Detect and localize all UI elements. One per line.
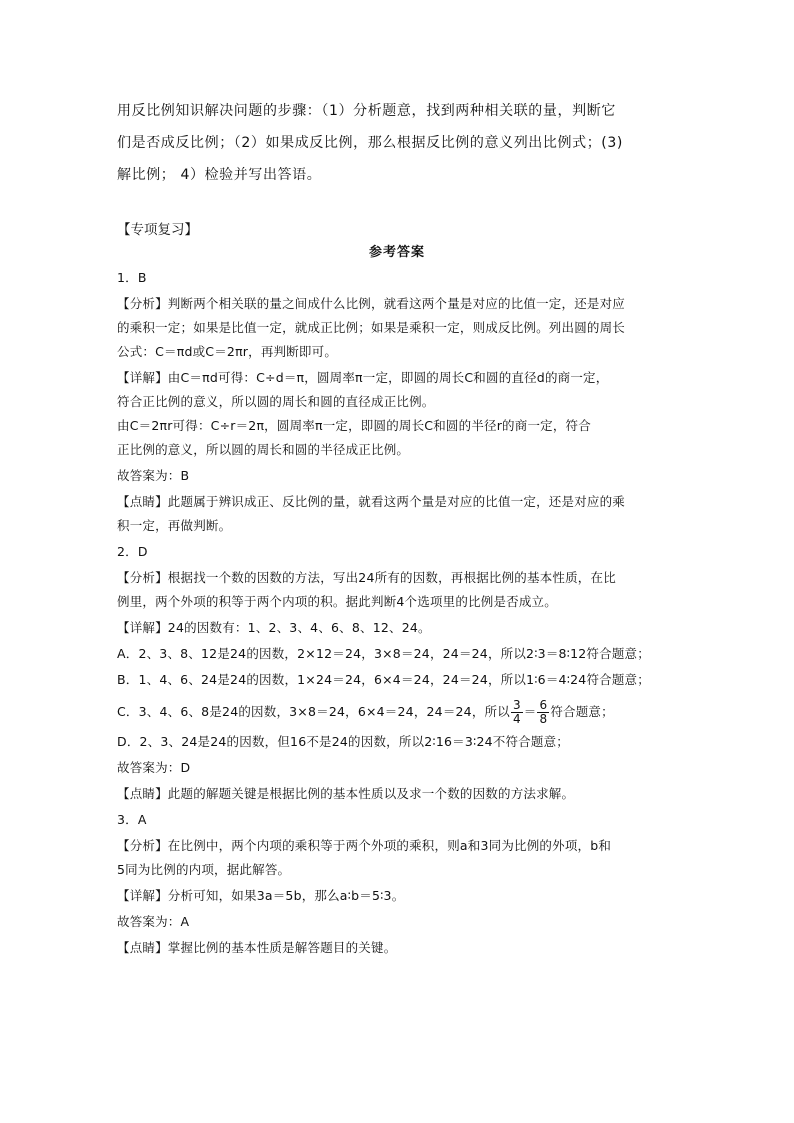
analysis-text: 【分析】根据找一个数的因数的方法，写出24所有的因数，再根据比例的基本性质，在比 — [117, 570, 616, 585]
fraction-numerator: 6 — [539, 698, 548, 712]
intro-paragraph — [117, 95, 697, 191]
comment-text: 积一定，再做判断。 — [117, 518, 232, 533]
option-a: A．2、3、8、12是24的因数，2×12＝24，3×8＝24，24＝24，所以2∶3＝8∶12符合题意； — [117, 646, 650, 661]
analysis-text: 【分析】在比例中，两个内项的乘积等于两个外项的乘积，则a和3同为比例的外项，b和 — [117, 838, 612, 853]
answer-text: 故答案为：D — [117, 760, 191, 775]
analysis-text: 例里，两个外项的积等于两个内项的积。据此判断4个选项里的比例是否成立。 — [117, 594, 557, 609]
answer-title: 参考答案 — [368, 245, 425, 260]
intro-line: 解比例； 4）检验并写出答语。 — [117, 167, 322, 183]
detail-text: 由C＝2πr可得：C÷r＝2π，圆周率π一定，即圆的周长C和圆的半径r的商一定，符合 — [117, 418, 591, 433]
detail-text: 【详解】24的因数有：1、2、3、4、6、8、12、24。 — [117, 620, 431, 635]
option-d: D．2、3、24是24的因数，但16不是24的因数，所以2∶16＝3∶24不符合题意； — [117, 734, 569, 749]
fraction — [537, 699, 549, 726]
fraction — [511, 699, 523, 726]
detail-text: 正比例的意义，所以圆的周长和圆的半径成正比例。 — [117, 442, 410, 457]
answers-content — [117, 266, 687, 960]
option-c — [117, 694, 687, 730]
fraction-numerator: 3 — [512, 698, 521, 712]
answer-text: 故答案为：B — [117, 468, 190, 483]
option-c-suffix: 符合题意； — [550, 704, 614, 719]
intro-line: 们是否成反比例；（2）如果成反比例，那么根据反比例的意义列出比例式；(3) — [117, 135, 623, 151]
detail-text: 【详解】由C＝πd可得：C÷d＝π，圆周率π一定，即圆的周长C和圆的直径d的商一定， — [117, 370, 609, 385]
answer-text: 故答案为：A — [117, 914, 190, 929]
comment-text: 【点睛】此题属于辨识成正、反比例的量，就看这两个量是对应的比值一定，还是对应的乘 — [117, 494, 626, 509]
analysis-text: 公式：C＝πd或C＝2πr，再判断即可。 — [117, 344, 338, 359]
option-c-text: C．3、4、6、8是24的因数，3×8＝24，6×4＝24，24＝24，所以 — [117, 704, 510, 719]
question-number: 1．B — [117, 270, 147, 285]
option-b: B．1、4、6、24是24的因数，1×24＝24，6×4＝24，24＝24，所以1∶6＝4∶24符合题意； — [117, 672, 650, 687]
fraction-denominator: 4 — [512, 712, 521, 726]
analysis-text: 【分析】判断两个相关联的量之间成什么比例，就看这两个量是对应的比值一定，还是对应 — [117, 296, 626, 311]
fraction-denominator: 8 — [539, 712, 548, 726]
question-number: 3．A — [117, 812, 147, 827]
detail-text: 【详解】分析可知，如果3a＝5b，那么a∶b＝5∶3。 — [117, 888, 405, 903]
analysis-text: 5同为比例的内项，据此解答。 — [117, 862, 291, 877]
comment-text: 【点睛】掌握比例的基本性质是解答题目的关键。 — [117, 940, 397, 955]
section-heading: 【专项复习】 — [117, 222, 198, 238]
analysis-text: 的乘积一定；如果是比值一定，就成正比例；如果是乘积一定，则成反比例。列出圆的周长 — [117, 320, 626, 335]
question-number: 2．D — [117, 544, 148, 559]
equals-sign: ＝ — [523, 704, 537, 719]
intro-line: 用反比例知识解决问题的步骤：（1）分析题意，找到两种相关联的量，判断它 — [117, 103, 616, 119]
detail-text: 符合正比例的意义，所以圆的周长和圆的直径成正比例。 — [117, 394, 435, 409]
comment-text: 【点睛】此题的解题关键是根据比例的基本性质以及求一个数的因数的方法求解。 — [117, 786, 575, 801]
